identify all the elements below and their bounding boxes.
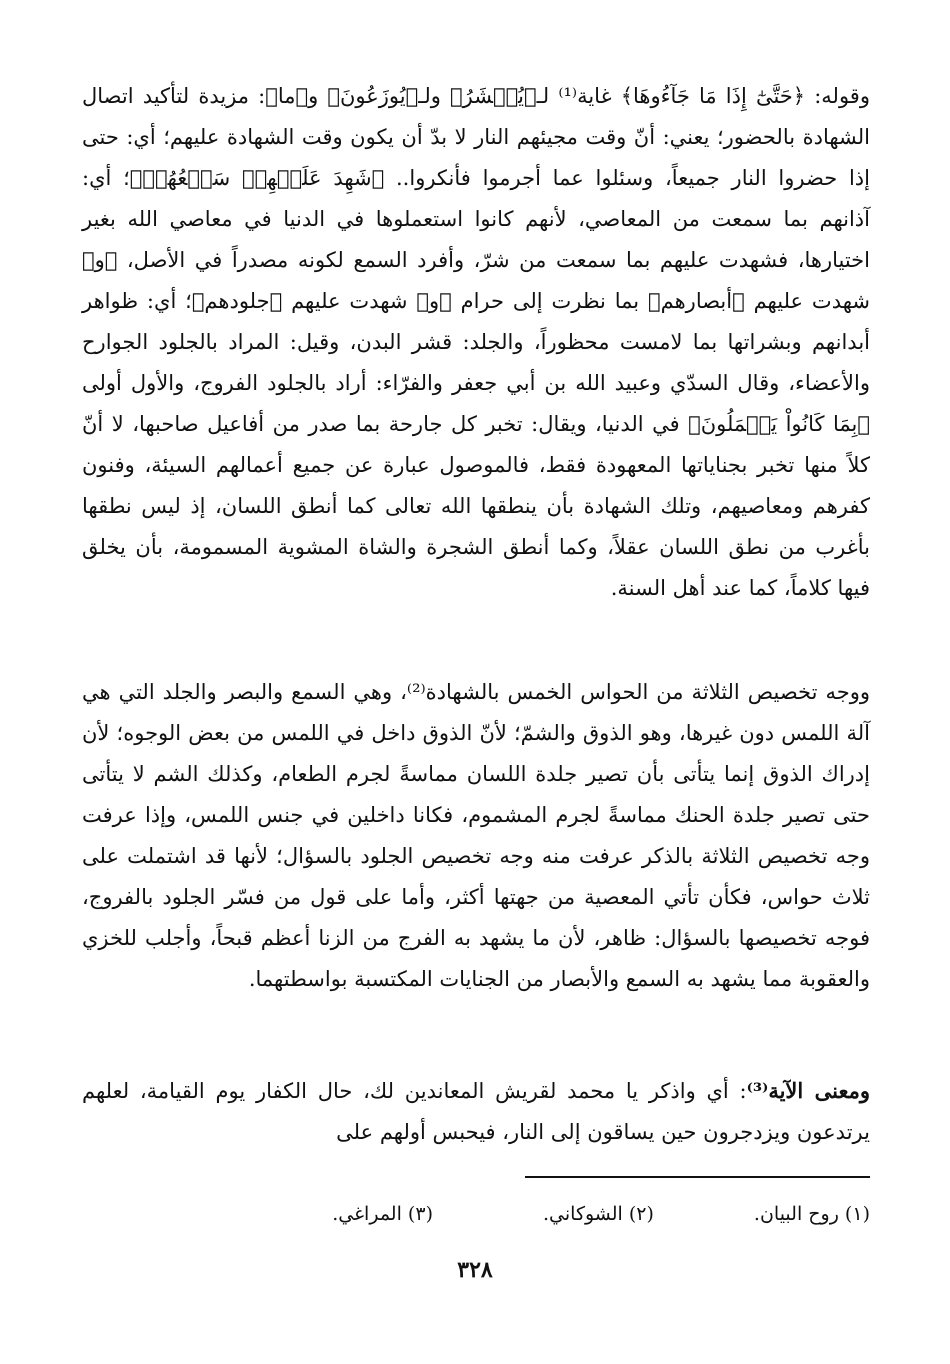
paragraph-3-rest: : أي واذكر يا محمد لقريش المعاندين لك، حال الكفار يوم القيامة، لعلهم يرتدعون ويزدجرون حين يساقون إلى النار، فيحبس أولهم على [82,1079,870,1144]
paragraph-3-lead: ومعنى الآية⁽³⁾ [746,1078,871,1103]
paragraph-2 [82,672,870,1000]
footnote-1: (١) روح البيان. [753,1203,870,1225]
paragraph-3 [82,1070,870,1153]
paragraph-3-text [82,1070,870,1153]
footnote-3: (٣) المراغي. [332,1203,433,1225]
paragraph-1-text: وقوله: ﴿حَتَّىٰٓ إِذَا مَا جَآءُوهَا﴾ غاية⁽¹⁾ لـ﴿يُحۡشَرُ﴾ ولـ﴿يُوزَعُونَ﴾ و﴿ما﴾: مزيدة لتأكيد اتصال الشهادة بالحضور؛ يعني: أنّ وقت مجيئهم النار لا بدّ أن يكون وقت الشهادة عليهم؛ أي: حتى إذا حضروا النار جميعاً، وسئلوا عما أجرموا فأنكروا.. ﴿شَهِدَ عَلَيۡهِمۡ سَمۡعُهُمۡ﴾؛ أي: آذانهم بما سمعت من المعاصي، لأنهم كانوا استعملوها في الدنيا في معاصي الله بغير اختيارها، فشهدت عليهم بما سمعت من شرّ، وأفرد السمع لكونه مصدراً في الأصل، ﴿و﴾ شهدت عليهم ﴿أبصارهم﴾ بما نظرت إلى حرام ﴿و﴾ شهدت عليهم ﴿جلودهم﴾؛ أي: ظواهر أبدانهم وبشراتها بما لامست محظوراً، والجلد: قشر البدن، وقيل: المراد بالجلود الجوارح والأعضاء، وقال السدّي وعبيد الله بن أبي جعفر والفرّاء: أراد بالجلود الفروج، والأول أولى ﴿بِمَا كَانُواْ يَعۡمَلُونَ﴾ في الدنيا، ويقال: تخبر كل جارحة بما صدر من أفاعيل صاحبها، لا أنّ كلاً منها تخبر بجناياتها المعهودة فقط، فالموصول عبارة عن جميع أعمالهم السيئة، وفنون كفرهم ومعاصيهم، وتلك الشهادة بأن ينطقها الله تعالى كما أنطق اللسان، إذ ليس نطقها بأغرب من نطق اللسان عقلاً، وكما أنطق الشجرة والشاة المشوية المسمومة، بأن يخلق فيها كلاماً، كما عند أهل السنة. [82,84,870,600]
paragraph-1 [82,76,870,609]
footnotes [90,1199,870,1229]
paragraph-2-text: ووجه تخصيص الثلاثة من الحواس الخمس بالشهادة⁽²⁾، وهي السمع والبصر والجلد التي هي آلة اللمس دون غيرها، وهو الذوق والشمّ؛ لأنّ الذوق داخل في اللمس من بعض الوجوه؛ لأن إدراك الذوق إنما يتأتى بأن تصير جلدة اللسان مماسةً لجرم الطعام، وكذلك الشم لا يتأتى حتى تصير جلدة الحنك مماسةً لجرم المشموم، فكانا داخلين في جنس اللمس، وإذا عرفت وجه تخصيص الثلاثة بالذكر عرفت منه وجه تخصيص الجلود بالسؤال؛ لأنها قد اشتملت على ثلاث حواس، فكأن تأتي المعصية من جهتها أكثر، وأما على قول من فسّر الجلود بالفروج، فوجه تخصيصها بالسؤال: ظاهر، لأن ما يشهد به الفرج من الزنا أعظم قبحاً، وأجلب للخزي والعقوبة مما يشهد به السمع والأبصار من الجنايات المكتسبة بواسطتهما. [82,680,870,991]
page-number: ٣٢٨ [457,1257,493,1283]
footnote-divider [525,1176,870,1178]
footnote-2: (٢) الشوكاني. [542,1203,654,1225]
